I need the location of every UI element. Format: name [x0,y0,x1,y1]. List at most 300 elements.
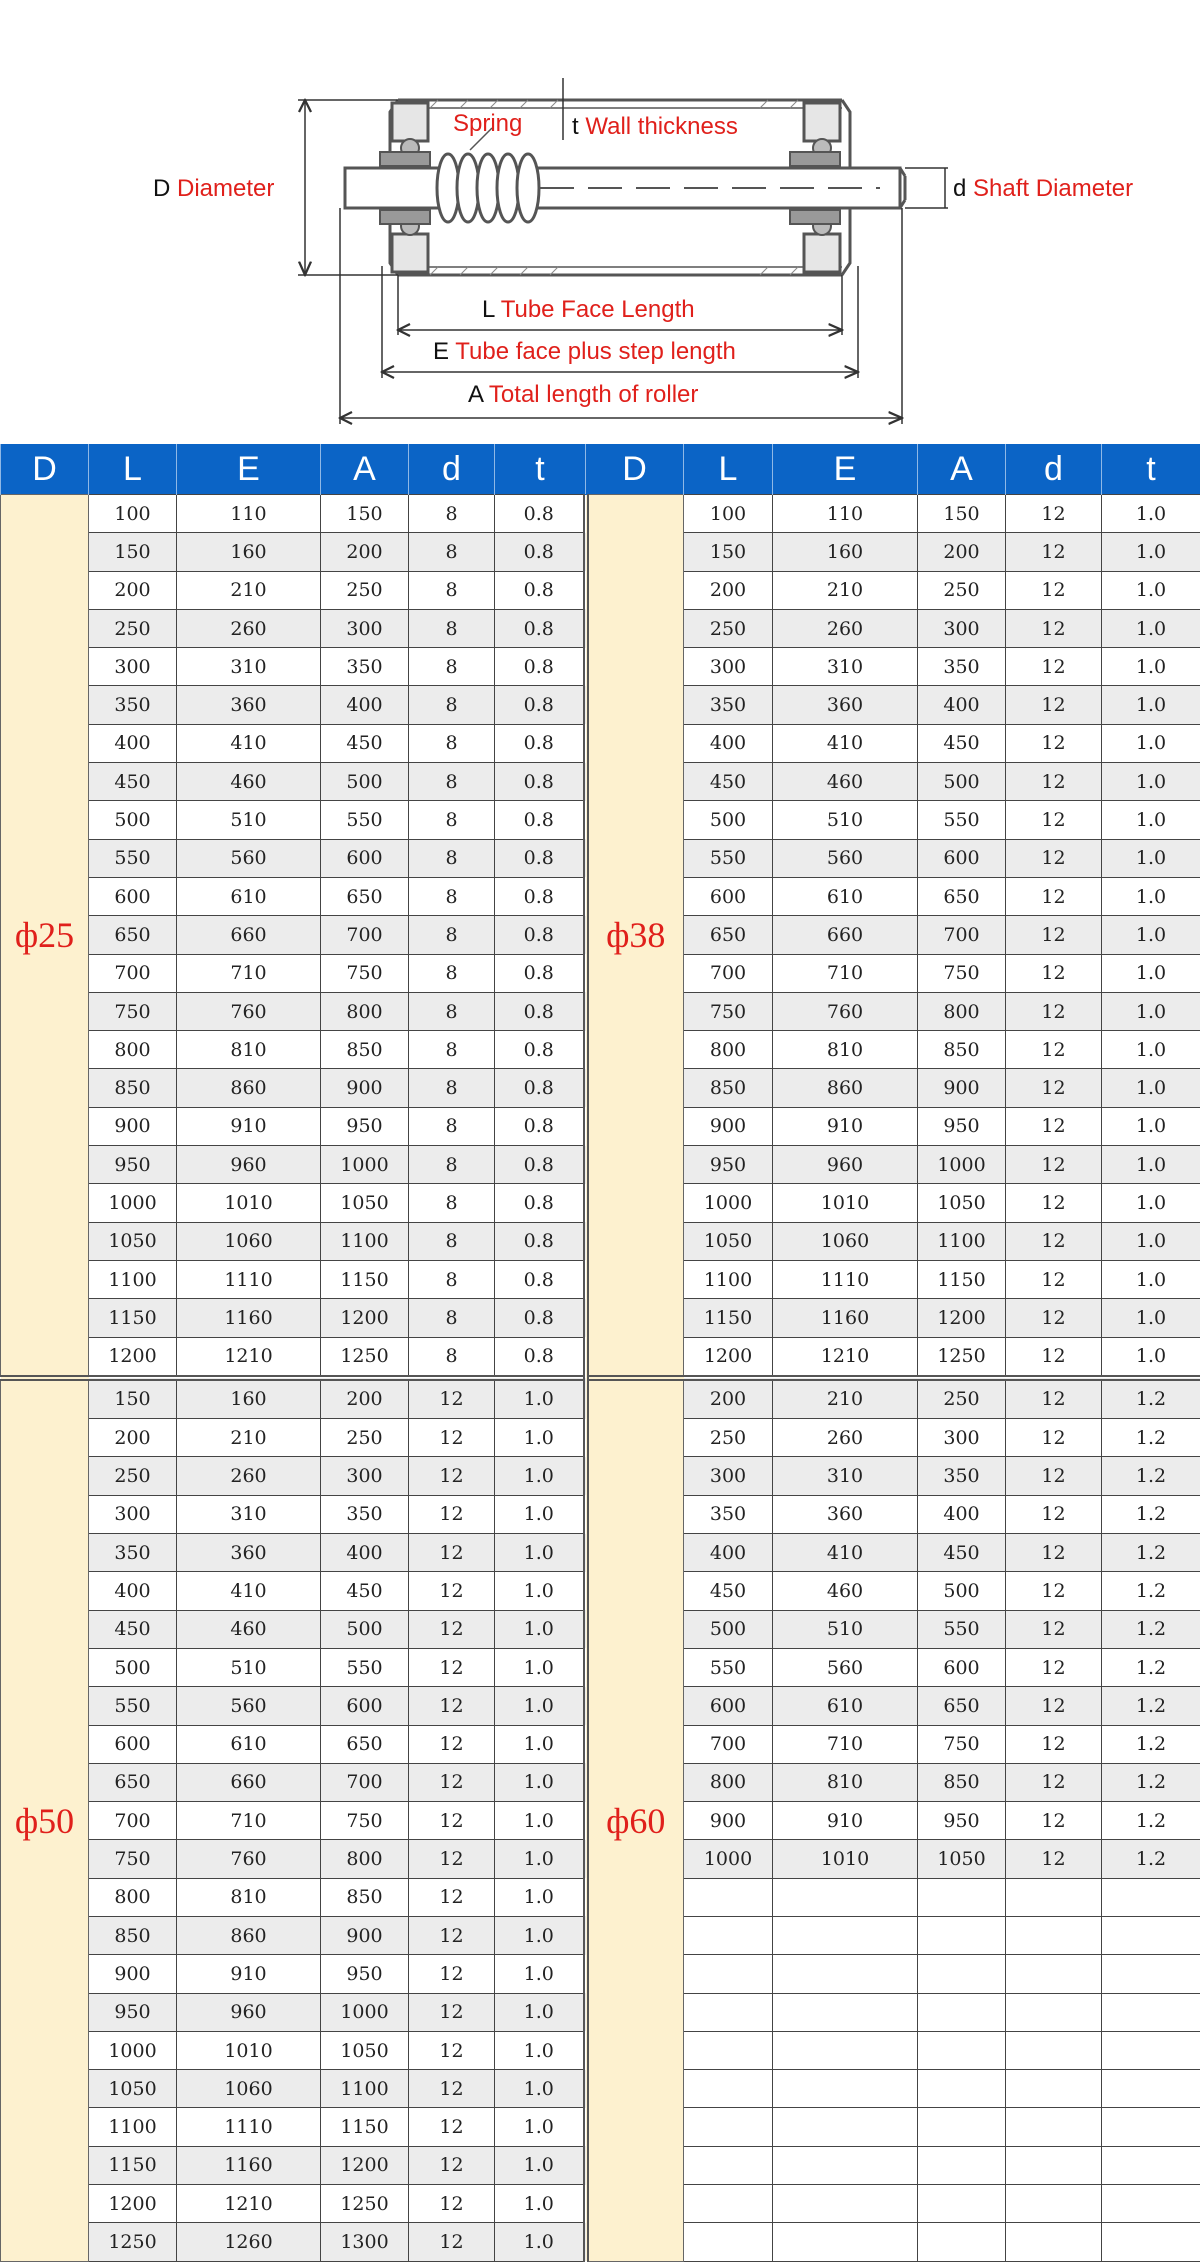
cell-t: 1.0 [495,1916,586,1954]
header-t: t [1102,444,1200,495]
cell-d: 12 [1006,1457,1102,1495]
cell-t: 1.0 [1102,1031,1200,1069]
cell-A: 300 [918,609,1006,647]
header-d: d [1006,444,1102,495]
table-header [1,444,1200,495]
cell-A: 200 [321,1378,409,1419]
cell-E: 1110 [177,1260,321,1298]
cell-A: 1300 [321,2223,409,2261]
D-key: D [153,175,171,202]
cell-A: 350 [321,648,409,686]
cell-t: 0.8 [495,1107,586,1145]
cell-t: 0.8 [495,1184,586,1222]
cell-L: 1000 [684,1184,773,1222]
cell-d: 12 [409,1955,495,1993]
cell-d: 12 [409,1419,495,1457]
cell-E: 210 [773,571,918,609]
cell-L: 900 [684,1107,773,1145]
cell-E [773,1916,918,1954]
cell-d: 12 [409,2031,495,2069]
cell-E: 710 [177,1802,321,1840]
cell-d: 12 [409,1878,495,1916]
cell-E: 1010 [773,1840,918,1878]
cell-t: 0.8 [495,916,586,954]
cell-L: 1150 [89,1299,177,1337]
cell-L: 150 [89,533,177,571]
cell-L: 1050 [684,1222,773,1260]
header-D: D [1,444,89,495]
cell-d: 12 [1006,1184,1102,1222]
cell-t [1102,1993,1200,2031]
cell-E: 1060 [773,1222,918,1260]
cell-E: 210 [773,1378,918,1419]
cell-A: 1250 [321,1337,409,1378]
cell-L: 300 [89,1495,177,1533]
cell-d [1006,2146,1102,2184]
cell-d: 8 [409,648,495,686]
cell-E: 1010 [177,2031,321,2069]
cell-E: 760 [773,992,918,1030]
cell-A: 250 [918,571,1006,609]
cell-t: 1.0 [1102,686,1200,724]
cell-E: 310 [773,1457,918,1495]
cell-t [1102,2108,1200,2146]
tube-face-length-label [482,296,695,324]
spring [437,154,539,222]
cell-d: 12 [1006,1031,1102,1069]
cell-t: 1.2 [1102,1648,1200,1686]
cell-E [773,2031,918,2069]
shaft [345,168,905,208]
cell-d: 12 [409,2070,495,2108]
cell-L: 1100 [89,2108,177,2146]
cell-t: 0.8 [495,992,586,1030]
cell-A: 800 [321,992,409,1030]
cell-E: 460 [177,763,321,801]
cell-d: 12 [1006,1840,1102,1878]
cell-t: 1.0 [495,1763,586,1801]
cell-A: 950 [321,1955,409,1993]
cell-t: 0.8 [495,877,586,915]
cell-L: 700 [89,1802,177,1840]
cell-t: 1.0 [495,2031,586,2069]
spring-label [453,110,522,138]
cell-A: 750 [918,954,1006,992]
cell-A: 550 [321,1648,409,1686]
cell-A [918,1916,1006,1954]
cell-t: 1.2 [1102,1725,1200,1763]
cell-d: 12 [1006,954,1102,992]
cell-E: 160 [177,1378,321,1419]
cell-t: 1.0 [495,2070,586,2108]
cell-d: 12 [1006,1763,1102,1801]
cell-L: 350 [89,686,177,724]
roller-drawing [0,0,1200,440]
cell-d: 8 [409,724,495,762]
cell-L: 550 [89,839,177,877]
cell-A: 700 [918,916,1006,954]
cell-t: 0.8 [495,1146,586,1184]
cell-L: 900 [89,1955,177,1993]
cell-E: 160 [177,533,321,571]
cell-A [918,2031,1006,2069]
cell-t: 1.0 [495,1610,586,1648]
total-length-label [468,381,698,409]
cell-A: 400 [321,686,409,724]
cell-L: 250 [89,1457,177,1495]
cell-E: 710 [177,954,321,992]
diameter-cell: ф25 [1,495,89,1378]
cell-d: 12 [409,1495,495,1533]
cell-L: 450 [89,1610,177,1648]
cell-d: 12 [1006,648,1102,686]
cell-A: 550 [918,1610,1006,1648]
wall-thickness-label [572,113,738,141]
cell-L: 200 [89,571,177,609]
cell-A: 300 [321,609,409,647]
cell-t: 0.8 [495,1069,586,1107]
cell-E: 110 [773,495,918,533]
cell-A: 1050 [918,1840,1006,1878]
cell-A: 1100 [321,1222,409,1260]
cell-d [1006,2223,1102,2261]
cell-E: 960 [177,1993,321,2031]
cell-E: 1110 [177,2108,321,2146]
cell-E: 710 [773,954,918,992]
cell-E: 1110 [773,1260,918,1298]
cell-A [918,1878,1006,1916]
cell-t: 1.2 [1102,1419,1200,1457]
cell-E: 1210 [177,1337,321,1378]
cell-E: 910 [773,1107,918,1145]
cell-t: 1.2 [1102,1687,1200,1725]
cell-d: 8 [409,609,495,647]
cell-d: 8 [409,954,495,992]
cell-A: 1200 [321,1299,409,1337]
cell-L: 350 [684,1495,773,1533]
cell-d: 12 [1006,877,1102,915]
cell-d: 12 [1006,1299,1102,1337]
cell-d: 12 [1006,1419,1102,1457]
cell-A [918,2185,1006,2223]
d-text: Shaft Diameter [973,175,1134,202]
cell-L: 750 [89,1840,177,1878]
cell-E: 260 [177,1457,321,1495]
cell-A [918,2108,1006,2146]
cell-L: 150 [89,1378,177,1419]
cell-L [684,1916,773,1954]
cell-L: 650 [89,916,177,954]
t-key: t [572,113,579,140]
cell-L: 100 [684,495,773,533]
cell-d: 12 [1006,1107,1102,1145]
cell-L: 300 [89,648,177,686]
cell-t: 1.0 [495,1878,586,1916]
cell-d: 12 [1006,1725,1102,1763]
cell-E: 160 [773,533,918,571]
L-text: Tube Face Length [500,296,695,323]
cell-E: 310 [177,648,321,686]
cell-d: 12 [409,1572,495,1610]
cell-A: 250 [918,1378,1006,1419]
cell-E: 610 [177,877,321,915]
cell-t: 1.0 [495,1419,586,1457]
cell-A: 300 [918,1419,1006,1457]
cell-E: 560 [773,1648,918,1686]
cell-E: 310 [773,648,918,686]
cell-L: 1250 [89,2223,177,2261]
cell-L [684,2031,773,2069]
cell-E: 610 [177,1725,321,1763]
cell-t: 1.0 [1102,1337,1200,1378]
cell-t: 1.2 [1102,1457,1200,1495]
cell-A: 400 [321,1534,409,1572]
cell-A: 750 [321,1802,409,1840]
cell-E: 510 [177,1648,321,1686]
cell-t: 0.8 [495,533,586,571]
t-text: Wall thickness [585,113,738,140]
cell-t [1102,2070,1200,2108]
cell-L: 550 [684,839,773,877]
cell-E: 360 [177,1534,321,1572]
cell-L: 850 [89,1916,177,1954]
cell-d: 8 [409,801,495,839]
cell-d: 12 [1006,763,1102,801]
cell-L: 800 [684,1031,773,1069]
cell-E: 510 [773,801,918,839]
cell-L: 650 [89,1763,177,1801]
cell-d: 12 [409,1802,495,1840]
cell-A: 800 [321,1840,409,1878]
cell-d [1006,1955,1102,1993]
cell-L: 700 [89,954,177,992]
cell-E: 860 [177,1069,321,1107]
cell-A: 900 [918,1069,1006,1107]
cell-t [1102,1916,1200,1954]
cell-A: 1150 [918,1260,1006,1298]
cell-d: 12 [1006,916,1102,954]
cell-t [1102,1955,1200,1993]
cell-E: 410 [773,1534,918,1572]
cell-d: 12 [1006,801,1102,839]
cell-E: 760 [177,992,321,1030]
cell-A: 250 [321,571,409,609]
cell-d [1006,1993,1102,2031]
cell-L: 600 [684,1687,773,1725]
cell-A: 200 [321,533,409,571]
cell-E [773,1955,918,1993]
cell-t: 1.2 [1102,1610,1200,1648]
cell-d: 12 [409,2185,495,2223]
cell-A: 350 [918,1457,1006,1495]
cell-t: 0.8 [495,686,586,724]
cell-E [773,2185,918,2223]
cell-L [684,2108,773,2146]
diameter-label [153,175,274,203]
cell-d: 12 [1006,571,1102,609]
cell-A: 650 [918,1687,1006,1725]
cell-t: 1.0 [495,1378,586,1419]
cell-A: 150 [918,495,1006,533]
cell-d [1006,2185,1102,2223]
cell-L: 600 [684,877,773,915]
cell-t: 0.8 [495,724,586,762]
cell-d [1006,2031,1102,2069]
cell-L: 900 [89,1107,177,1145]
cell-E: 260 [773,1419,918,1457]
cell-A: 550 [918,801,1006,839]
cell-E: 360 [177,686,321,724]
cell-d [1006,2108,1102,2146]
cell-t: 1.0 [495,1725,586,1763]
cell-E: 1260 [177,2223,321,2261]
cell-d: 12 [409,1534,495,1572]
cell-L: 550 [684,1648,773,1686]
cell-A: 1200 [321,2146,409,2184]
cell-A: 650 [918,877,1006,915]
cell-t: 1.0 [495,1534,586,1572]
cell-d: 12 [1006,1337,1102,1378]
cell-E: 810 [177,1031,321,1069]
cell-L: 1050 [89,1222,177,1260]
cell-t: 1.0 [495,1495,586,1533]
cell-d: 8 [409,1184,495,1222]
cell-L: 300 [684,1457,773,1495]
diameter-cell: ф38 [586,495,684,1378]
cell-A: 400 [918,1495,1006,1533]
cell-d: 12 [409,2146,495,2184]
cell-A: 650 [321,877,409,915]
cell-L: 1000 [684,1840,773,1878]
E-text: Tube face plus step length [455,338,736,365]
D-text: Diameter [177,175,275,202]
cell-d [1006,1878,1102,1916]
cell-d: 12 [1006,1069,1102,1107]
cell-t [1102,2146,1200,2184]
cell-d: 12 [409,2108,495,2146]
cell-A: 950 [321,1107,409,1145]
cell-d: 12 [409,1687,495,1725]
cell-A: 650 [321,1725,409,1763]
cell-t: 0.8 [495,1260,586,1298]
cell-t: 1.0 [1102,533,1200,571]
cell-t: 1.0 [495,2185,586,2223]
diameter-cell: ф60 [586,1378,684,2261]
cell-A: 500 [918,1572,1006,1610]
cell-L: 450 [684,763,773,801]
cell-L: 150 [684,533,773,571]
cell-d [1006,2070,1102,2108]
header-A: A [321,444,409,495]
diameter-cell: ф50 [1,1378,89,2261]
cell-d: 12 [1006,533,1102,571]
cell-L: 250 [684,609,773,647]
cell-L: 350 [684,686,773,724]
cell-E: 460 [773,763,918,801]
cell-A: 200 [918,533,1006,571]
cell-t [1102,1878,1200,1916]
cell-A: 1100 [918,1222,1006,1260]
cell-d: 12 [409,2223,495,2261]
cell-L: 1200 [684,1337,773,1378]
table-body [1,495,1200,2262]
E-key: E [433,338,450,365]
cell-d: 12 [1006,1222,1102,1260]
cell-E: 1010 [773,1184,918,1222]
cell-A: 350 [918,648,1006,686]
cell-L: 750 [684,992,773,1030]
cell-E: 1060 [177,1222,321,1260]
cell-d: 8 [409,1146,495,1184]
cell-E: 510 [177,801,321,839]
cell-A: 700 [321,1763,409,1801]
cell-A: 450 [321,1572,409,1610]
cell-A: 1100 [321,2070,409,2108]
cell-A: 1000 [918,1146,1006,1184]
cell-t: 1.0 [495,1840,586,1878]
cell-t: 0.8 [495,1299,586,1337]
cell-t: 1.0 [1102,1260,1200,1298]
cell-d: 12 [409,1610,495,1648]
cell-E: 460 [773,1572,918,1610]
cell-A: 850 [321,1031,409,1069]
cell-L: 400 [89,724,177,762]
cell-A: 550 [321,801,409,839]
cell-A: 450 [918,724,1006,762]
cell-A: 1050 [321,1184,409,1222]
cell-E: 510 [773,1610,918,1648]
cell-d: 12 [409,1457,495,1495]
cell-t: 1.0 [1102,724,1200,762]
cell-d: 12 [1006,1146,1102,1184]
cell-A: 1050 [918,1184,1006,1222]
cell-E [773,2146,918,2184]
cell-L: 450 [89,763,177,801]
cell-E: 460 [177,1610,321,1648]
cell-d: 8 [409,686,495,724]
cell-A: 450 [321,724,409,762]
cell-t: 1.0 [1102,877,1200,915]
cell-d: 8 [409,839,495,877]
cell-A: 600 [321,1687,409,1725]
cell-L [684,2185,773,2223]
cell-L: 1100 [684,1260,773,1298]
cell-A [918,1955,1006,1993]
d-dimension [905,168,948,208]
cell-t: 1.0 [1102,954,1200,992]
cell-L: 200 [684,1378,773,1419]
cell-t: 0.8 [495,609,586,647]
cell-t: 0.8 [495,571,586,609]
cell-E: 1160 [177,1299,321,1337]
cell-L [684,1955,773,1993]
cell-E [773,1993,918,2031]
cell-E [773,2223,918,2261]
cell-L: 950 [89,1993,177,2031]
header-A: A [918,444,1006,495]
cell-t: 0.8 [495,495,586,533]
cell-E: 860 [177,1916,321,1954]
cell-A: 900 [321,1916,409,1954]
cell-t: 1.0 [1102,992,1200,1030]
cell-E: 710 [773,1725,918,1763]
cell-L: 500 [684,801,773,839]
cell-t: 1.0 [1102,1146,1200,1184]
cell-E: 660 [773,916,918,954]
cell-A: 850 [918,1763,1006,1801]
cell-t: 0.8 [495,839,586,877]
cell-A: 850 [321,1878,409,1916]
